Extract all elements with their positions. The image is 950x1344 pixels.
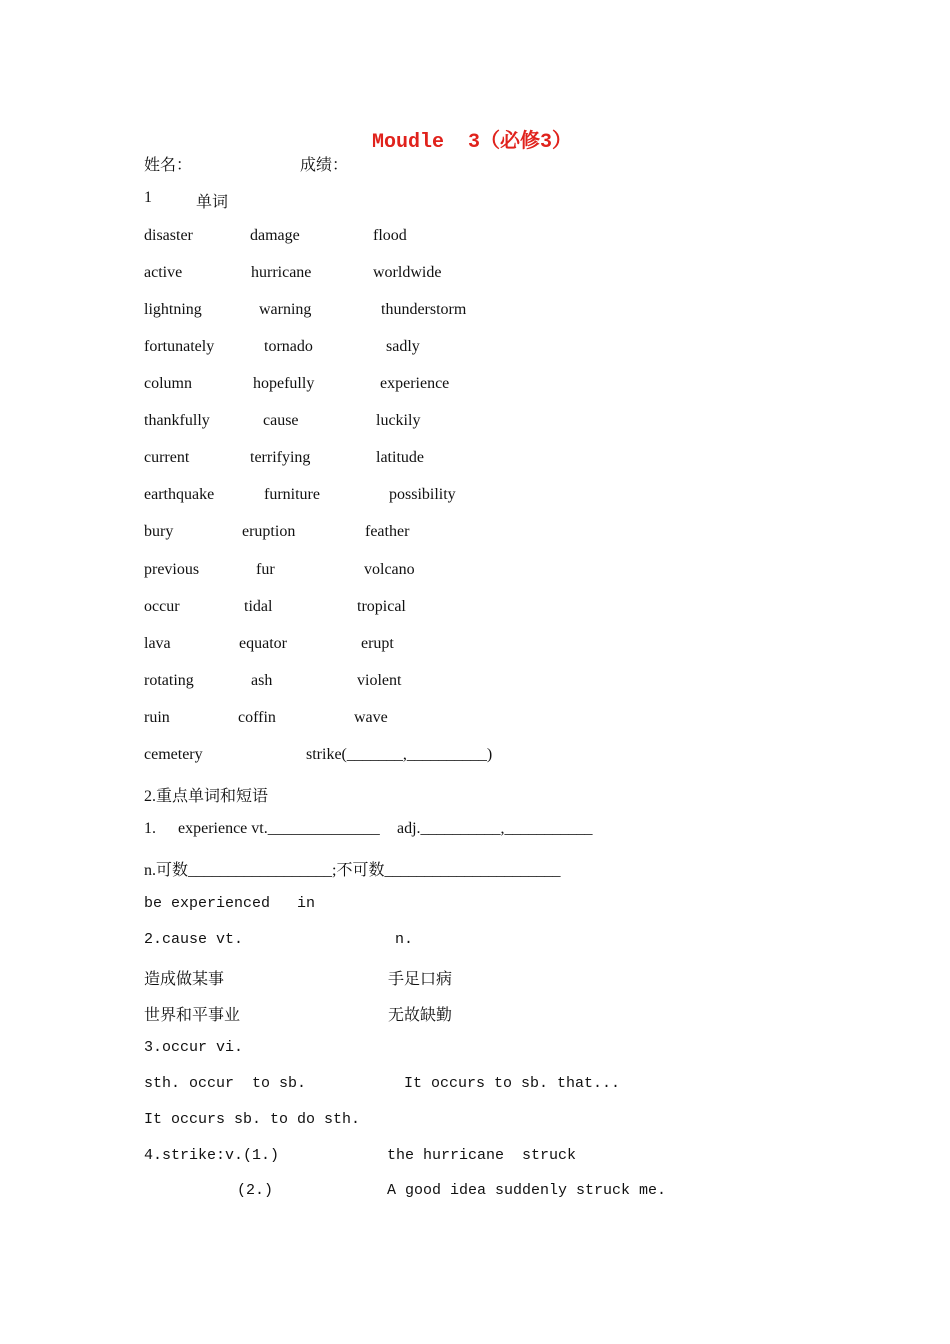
word: eruption bbox=[242, 523, 296, 540]
word: cause bbox=[263, 412, 299, 429]
phrase-line: 无故缺勤 bbox=[388, 1007, 453, 1025]
experience-adj-line: adj.__________,___________ bbox=[397, 820, 593, 837]
phrase-line: 手足口病 bbox=[388, 971, 453, 989]
section-number: 1 bbox=[144, 189, 152, 206]
phrase-line: 造成做某事 bbox=[144, 971, 225, 989]
word: flood bbox=[373, 227, 407, 244]
word: sadly bbox=[386, 338, 420, 355]
word: damage bbox=[250, 227, 300, 244]
word: worldwide bbox=[373, 264, 442, 281]
word: cemetery bbox=[144, 746, 203, 763]
word: occur bbox=[144, 598, 180, 615]
word: rotating bbox=[144, 672, 194, 689]
name-label: 姓名： bbox=[144, 157, 193, 175]
word: ruin bbox=[144, 709, 170, 726]
word: luckily bbox=[376, 412, 421, 429]
phrase-line: be experienced in bbox=[144, 895, 316, 912]
word: thankfully bbox=[144, 412, 210, 429]
phrase-line: It occurs to sb. that... bbox=[404, 1075, 621, 1092]
word: wave bbox=[354, 709, 388, 726]
page-title: Moudle 3（必修3） bbox=[372, 131, 573, 154]
strike-line: 4.strike:v.(1.) bbox=[144, 1147, 280, 1164]
word: disaster bbox=[144, 227, 193, 244]
word: hopefully bbox=[253, 375, 315, 392]
section-heading: 单词 bbox=[196, 194, 229, 211]
word: tropical bbox=[357, 598, 406, 615]
experience-vt-line: experience vt.______________ bbox=[178, 820, 380, 837]
word: current bbox=[144, 449, 190, 466]
word: active bbox=[144, 264, 183, 281]
item-number: 1. bbox=[144, 820, 156, 837]
word: previous bbox=[144, 561, 200, 578]
word: violent bbox=[357, 672, 402, 689]
word: latitude bbox=[376, 449, 424, 466]
phrase-line: 世界和平事业 bbox=[144, 1007, 241, 1025]
experience-noun-line: n.可数__________________;不可数______________________ bbox=[144, 862, 561, 879]
word: volcano bbox=[364, 561, 415, 578]
word: terrifying bbox=[250, 449, 311, 466]
word: coffin bbox=[238, 709, 276, 726]
word-with-blanks: strike(_______,__________) bbox=[306, 746, 493, 763]
phrase-line: sth. occur to sb. bbox=[144, 1075, 307, 1092]
word: ash bbox=[251, 672, 273, 689]
word: bury bbox=[144, 523, 174, 540]
section-heading: 2.重点单词和短语 bbox=[144, 788, 269, 805]
phrase-line: A good idea suddenly struck me. bbox=[387, 1182, 667, 1199]
word: fortunately bbox=[144, 338, 215, 355]
word: warning bbox=[259, 301, 312, 318]
word: fur bbox=[256, 561, 275, 578]
word: furniture bbox=[264, 486, 320, 503]
word: lightning bbox=[144, 301, 202, 318]
word: possibility bbox=[389, 486, 456, 503]
word: tornado bbox=[264, 338, 313, 355]
word: hurricane bbox=[251, 264, 312, 281]
cause-noun-line: n. bbox=[395, 931, 414, 948]
word: equator bbox=[239, 635, 287, 652]
word: feather bbox=[365, 523, 410, 540]
word: tidal bbox=[244, 598, 273, 615]
score-label: 成绩： bbox=[300, 157, 349, 175]
word: lava bbox=[144, 635, 171, 652]
word: experience bbox=[380, 375, 450, 392]
word: thunderstorm bbox=[381, 301, 467, 318]
word: column bbox=[144, 375, 192, 392]
phrase-line: the hurricane struck bbox=[387, 1147, 577, 1164]
word: erupt bbox=[361, 635, 394, 652]
word: earthquake bbox=[144, 486, 215, 503]
phrase-line: It occurs sb. to do sth. bbox=[144, 1111, 361, 1128]
cause-vt-line: 2.cause vt. bbox=[144, 931, 244, 948]
occur-line: 3.occur vi. bbox=[144, 1039, 244, 1056]
strike-line: (2.) bbox=[237, 1182, 274, 1199]
